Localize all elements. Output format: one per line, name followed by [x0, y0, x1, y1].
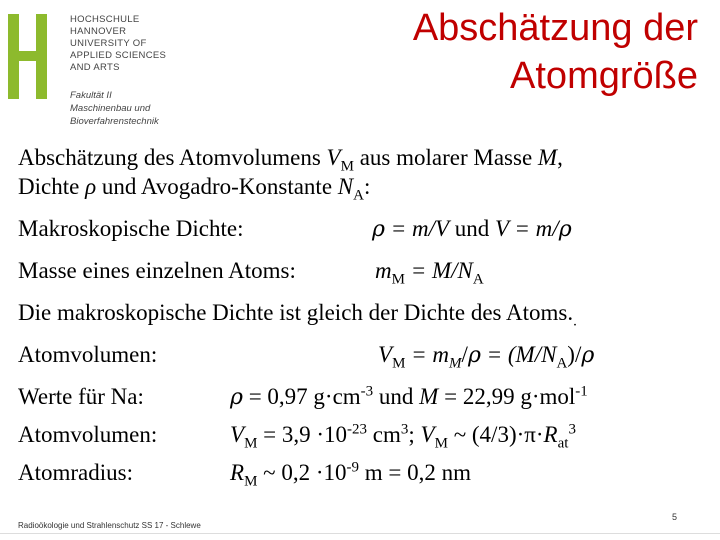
h-logo-icon [8, 14, 58, 104]
logo-institution-text: HOCHSCHULE HANNOVER UNIVERSITY OF APPLIED SCIENCES AND ARTS [70, 14, 167, 73]
atom-mass-formula: $m_M = M/N_A$ [375, 258, 484, 288]
atom-volume-result-label: Atomvolumen: [18, 422, 158, 447]
slide-title: Abschätzung der Atomgröße [412, 7, 698, 97]
atom-mass-label: Masse eines einzelnen Atoms: [18, 258, 296, 283]
university-logo [8, 14, 183, 134]
logo-faculty-text: Fakultät II Maschinenbau und Bioverfahrenstechnik [70, 90, 159, 127]
sodium-values: ρ = 0,97 $g\cdot cm^{-3}$ und M = 22,99 g·mol$^{-1}$ [230, 383, 588, 410]
density-equality-statement: Die makroskopische Dichte ist gleich der Dichte des $Atoms._.$ [18, 300, 577, 330]
atom-radius-label: Atomradius: [18, 460, 133, 485]
footer-course-text: Radioökologie und Strahlenschutz SS 17 - Schlewe [18, 521, 201, 530]
footer-divider [0, 533, 720, 534]
intro-line-2: Dichte ρ und Avogadro-Konstante $N_A$: [18, 174, 371, 204]
intro-line-1: Abschätzung des Atomvolumens $V_M$ aus molarer Masse M, [18, 145, 563, 175]
atom-volume-result: $V_M = 3,9 \cdot 10^{-23}$ $cm^3$; $V_M$ ~ $(4/3)\cdot\pi\cdot R_{at}^3$ [230, 421, 576, 452]
sodium-values-label: Werte für Na: [18, 384, 144, 409]
atom-radius-result: $R_M$ ~ $0,2 \cdot 10^{-9}$ m = 0,2 nm [230, 459, 472, 490]
density-label: Makroskopische Dichte: [18, 216, 244, 241]
atom-volume-label: Atomvolumen: [18, 342, 158, 367]
atom-volume-formula: $V_M = m_M/\rho = (M/N_A)/\rho$ [378, 342, 595, 372]
page-number: 5 [672, 512, 678, 522]
density-formula: ρ = m/V und V = m/ρ [372, 216, 572, 242]
